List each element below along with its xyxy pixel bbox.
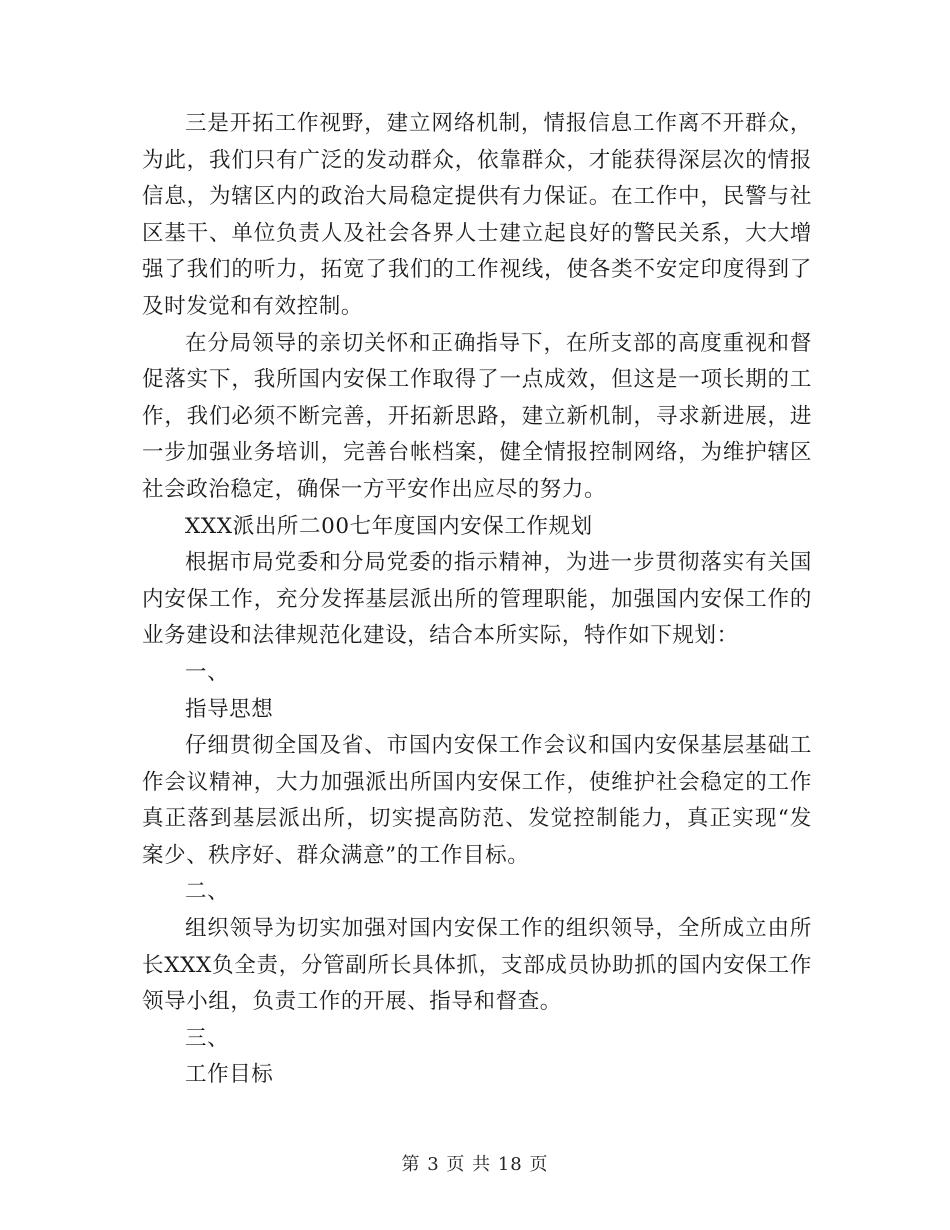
heading-number-three: 三、 <box>185 1025 230 1051</box>
page-number-footer: 第 3 页 共 18 页 <box>401 1154 549 1175</box>
paragraph-plan-intro: 根据市局党委和分局党委的指示精神，为进一步贯彻落实有关国内安保工作，充分发挥基层派出所的管理职能，加强国内安保工作的业务建设和法律规范化建设，结合本所实际，特作如下规划： <box>142 550 812 649</box>
heading-number-two: 二、 <box>185 879 230 905</box>
heading-number-one: 一、 <box>185 659 230 685</box>
heading-guiding-ideology: 指导思想 <box>185 696 274 722</box>
document-body <box>142 106 812 1094</box>
heading-work-goals: 工作目标 <box>185 1062 274 1088</box>
paragraph-organization-leadership: 组织领导为切实加强对国内安保工作的组织领导，全所成立由所长XXX负全责，分管副所长具体抓，支部成员协助抓的国内安保工作领导小组，负责工作的开展、指导和督查。 <box>142 916 812 1015</box>
paragraph-summary: 在分局领导的亲切关怀和正确指导下，在所支部的高度重视和督促落实下，我所国内安保工作取得了一点成效，但这是一项长期的工作，我们必须不断完善，开拓新思路，建立新机制，寻求新进展，进一步加强业务培训，完善台帐档案，健全情报控制网络，为维护辖区社会政治稳定，确保一方平安作出应尽的努力。 <box>142 330 812 502</box>
paragraph-guiding-ideology: 仔细贯彻全国及省、市国内安保工作会议和国内安保基层基础工作会议精神，大力加强派出所国内安保工作，使维护社会稳定的工作真正落到基层派出所，切实提高防范、发觉控制能力，真正实现“发案少、秩序好、群众满意”的工作目标。 <box>142 733 812 868</box>
section-title-plan: XXX派出所二00七年度国内安保工作规划 <box>185 513 593 539</box>
paragraph-network-mechanism: 三是开拓工作视野，建立网络机制，情报信息工作离不开群众，为此，我们只有广泛的发动群众，依靠群众，才能获得深层次的情报信息，为辖区内的政治大局稳定提供有力保证。在工作中，民警与社区基干、单位负责人及社会各界人士建立起良好的警民关系，大大增强了我们的听力，拓宽了我们的工作视线，使各类不安定印度得到了及时发觉和有效控制。 <box>142 111 812 319</box>
